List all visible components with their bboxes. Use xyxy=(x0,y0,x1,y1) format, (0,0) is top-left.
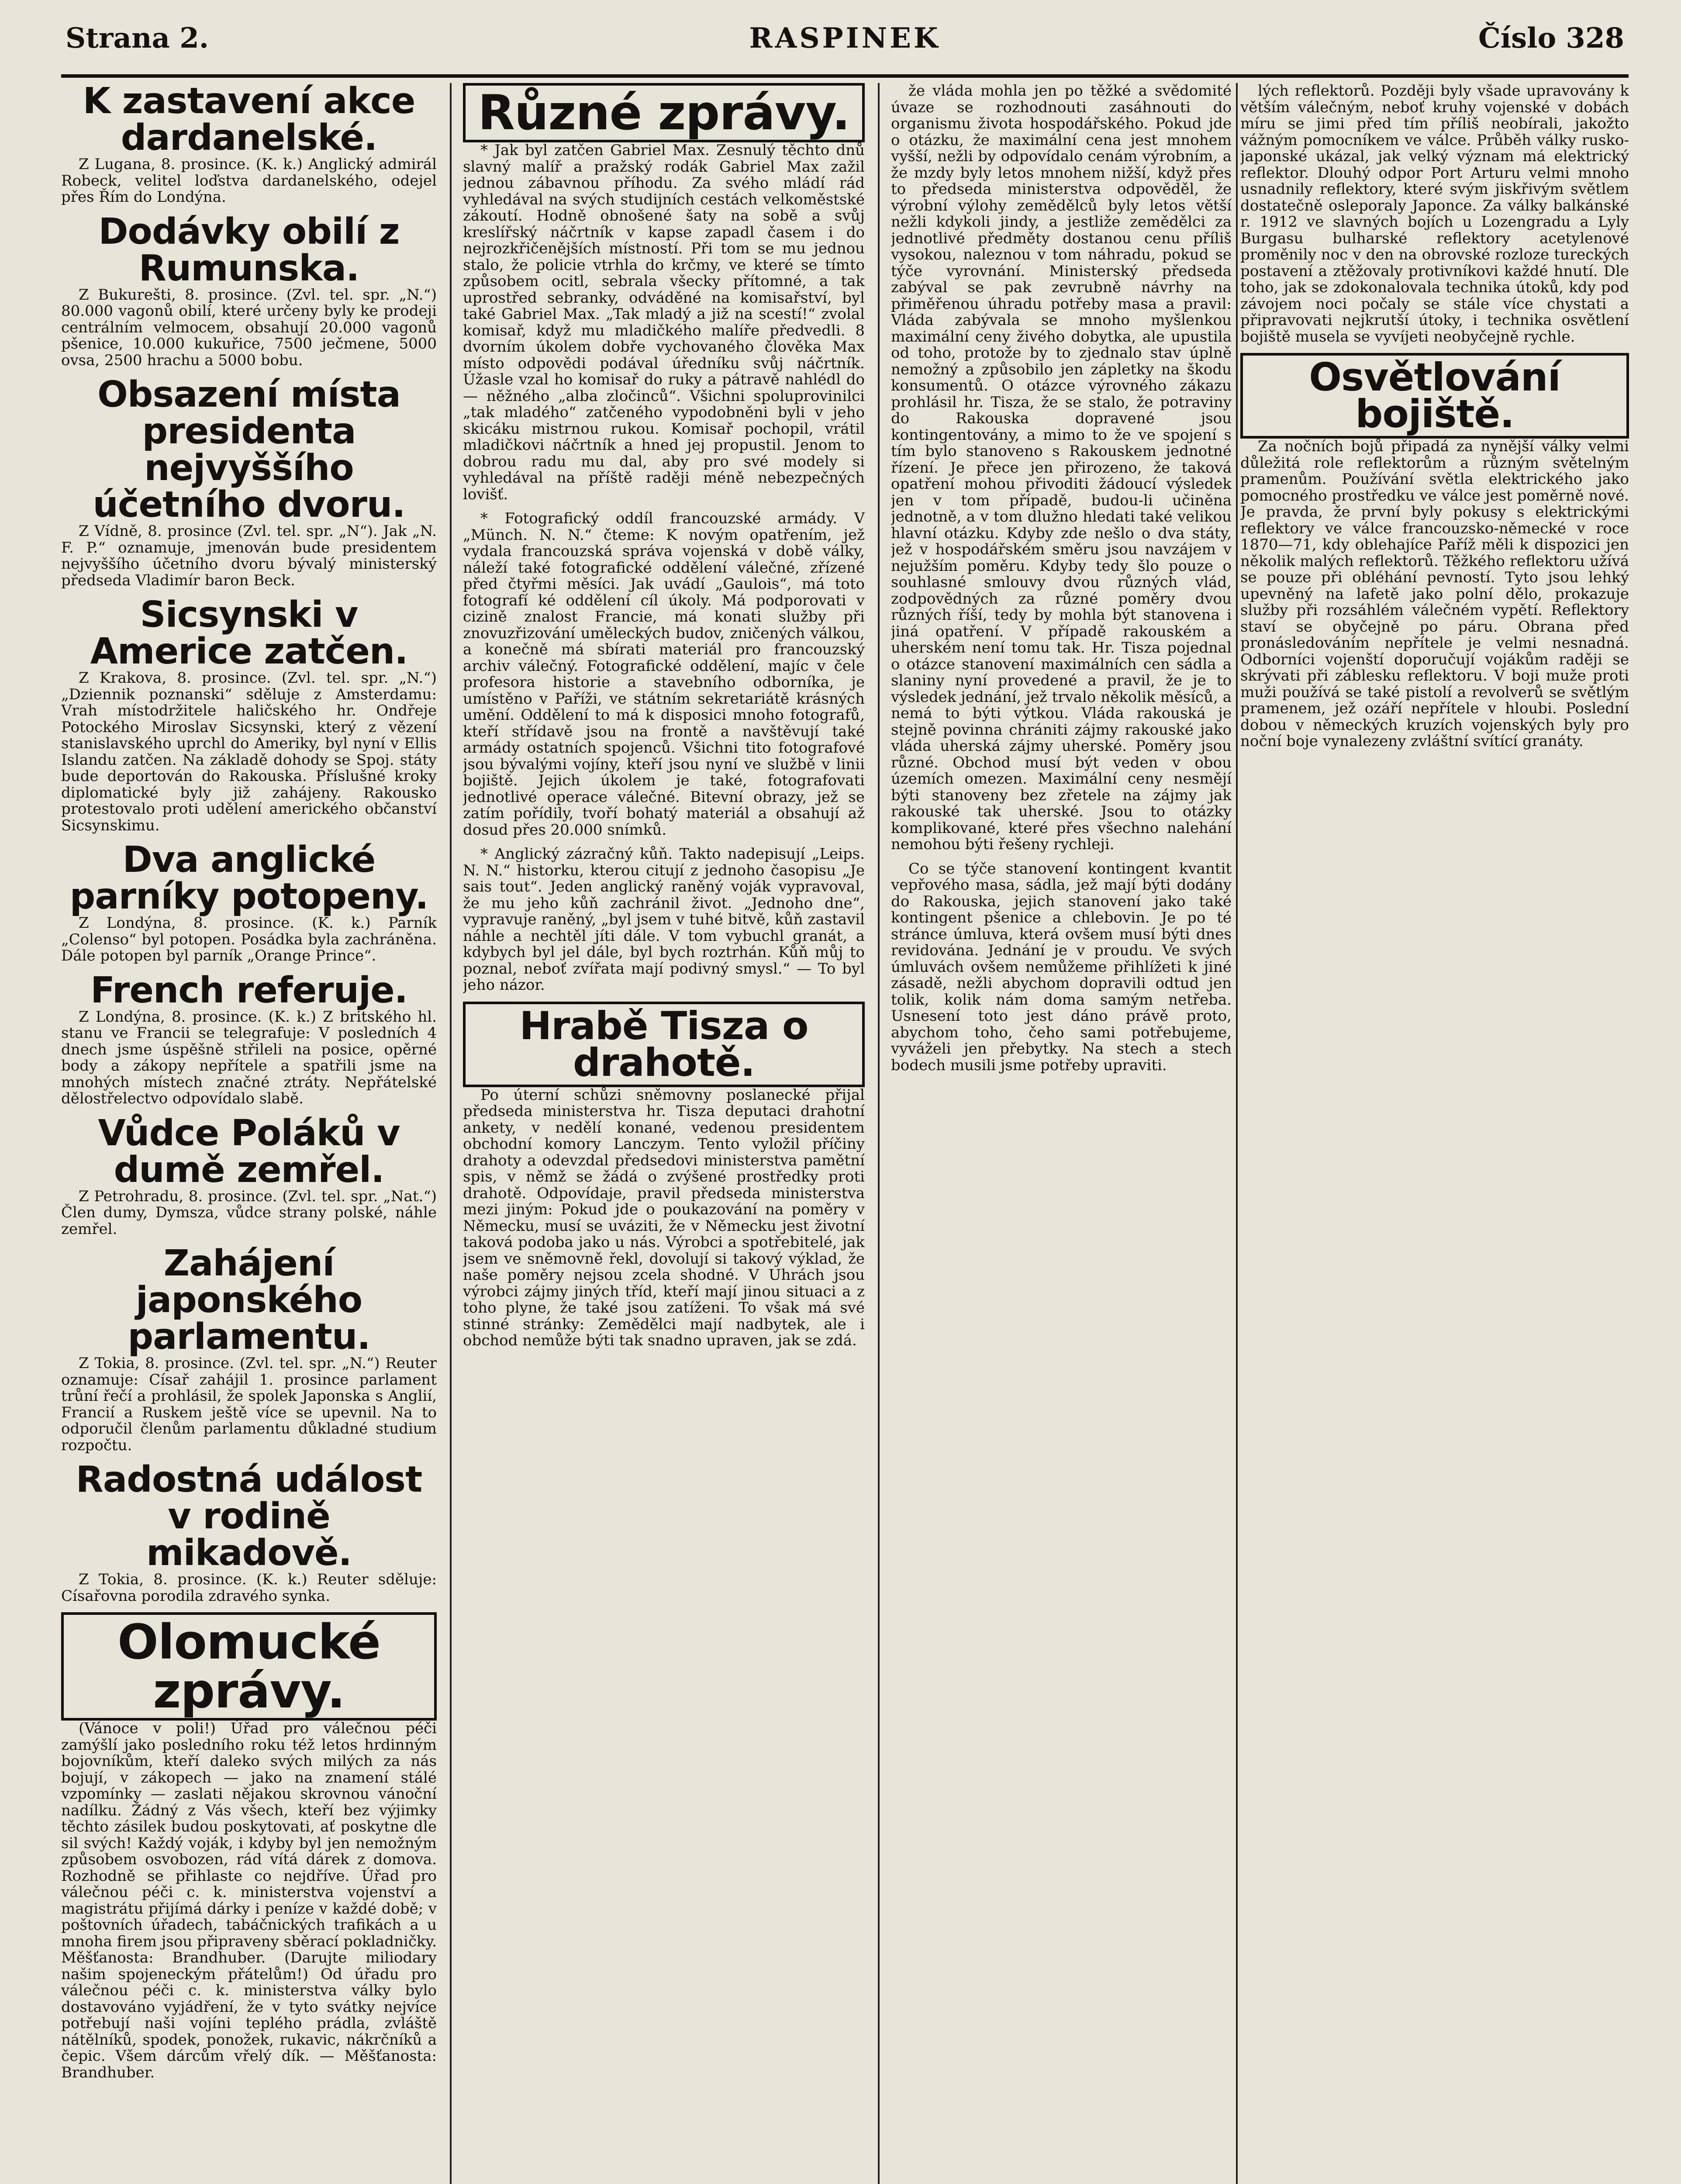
article-headline: French referuje. xyxy=(90,969,407,1011)
article-body: Z Petrohradu, 8. prosince. (Zvl. tel. spr. „Nat.“) Člen dumy, Dymsza, vůdce strany polské, náhle zemřel. xyxy=(61,1187,437,1238)
article-headline: Sicsynski v Americe zatčen. xyxy=(90,594,408,672)
column-rule xyxy=(878,83,880,2184)
article-body: Z Krakova, 8. prosince. (Zvl. tel. spr. „N.“) „Dziennik poznanski“ sděluje z Amsterdamu: Vrah místodržitele haličského hr. Ondřeje Potockého Miroslav Sicsynski, který z vězení stanislavského uprchl do Ameriky, byl nyní v Ellis Islandu zatčen. Na základě dohody se Spoj. státy bude deportován do Rakouska. Příslušné kroky diplomatické byly již zahájeny. Rakousko protestovalo proti udělení amerického občanství Sicsynskimu. xyxy=(61,669,437,834)
article-body: že vláda mohla jen po těžké a svědomité úvaze se rozhodnouti zasáhnouti do organismu života hospodářského. Pokud jde o otázku, že maximální cena jest mnohem vyšší, nežli by odpovídalo cenám výrobním, a že mzdy byly letos mnohem nižší, když přes to předseda ministerstva odpověděl, že výrobní výlohy zemědělců byly letos větší nežli kdykoli jindy, a jestliže zemědělci za jednotlivé předměty dostanou cenu příliš vysokou, naleznou v tom náhradu, pokud se týče vyrovnání. Ministerský předseda zabýval se pak zevrubně návrhy na přiměřenou úhradu potřeby masa a pravil: Vláda zabývala se mnoho myšlenkou maximální ceny živého dobytka, ale upustila od toho, protože by to zjednalo stav úplně nemožný a způsobilo jen zápletky na škodu konsumentů. O otázce výrovného zákazu prohlásil hr. Tisza, že se stalo, že potraviny do Rakouska dopravené jsou kontingentovány, a mimo to že ve spojení s tím bylo stanoveno s Rakouskem jednotné řízení. Je přece jen přirozeno, že taková opatření mohou přivoditi žádoucí výsledek jen v tom případě, budou-li učiněna jednotně, a v tom dlužno hledati také velikou hlavní otázku. Kdyby zde nešlo o dva státy, jež v hospodářském směru jsou navzájem v nejužším poměru. Kdyby tedy šlo pouze o souhlasné smlouvy dvou různých vlád, zodpovědných za různé poměry dvou různých říší, tedy by mohla být stanovena i jiná opatření. V případě rakouském a uherském není tomu tak. Hr. Tisza pojednal o otázce stanovení maximálních cen sádla a slaniny nyní provedené a pravil, že je to výsledek jednání, jež trvalo několik měsíců, a nemá to býti výtkou. Vláda rakouská je stejně povinna chrániti zájmy rakouské jako vláda uherská zájmy uherské. Poměry jsou různé. Obchod musí být veden v obou územích omezen. Maximální ceny nesmějí býti stanoveny bez zřetele na zájmy jak rakouské tak uherské. Jsou to otázky komplikované, které přes všechno nalehání nemohou býti řešeny rychleji. xyxy=(891,83,1232,853)
article-body: Z Lugana, 8. prosince. (K. k.) Anglický admirál Robeck, velitel loďstva dardanelského, odejel přes Řím do Londýna. xyxy=(61,156,437,206)
column-rule xyxy=(1236,83,1238,2184)
article-headline: Hrabě Tisza o drahotě. xyxy=(463,1002,865,1087)
article xyxy=(61,1612,437,2081)
article-headline: Vůdce Poláků v dumě zemřel. xyxy=(98,1112,400,1191)
column-1 xyxy=(61,83,437,2184)
article xyxy=(463,83,865,503)
article-body: Z Tokia, 8. prosince. (Zvl. tel. spr. „N.“) Reuter oznamuje: Císař zahájil 1. prosince parlament trůní řečí a prohlásil, že spolek Japonska s Anglií, Francií a Ruskem ještě více se upevnil. Na to odporučil členům parlamentu důkladné studium rozpočtu. xyxy=(61,1355,437,1454)
column-rule xyxy=(450,83,452,2184)
article-body: Z Londýna, 8. prosince. (K. k.) Parník „Colenso“ byl potopen. Posádka byla zachráněna. Dále potopen byl parník „Orange Prince“. xyxy=(61,914,437,964)
article-headline: K zastavení akce dardanelské. xyxy=(83,83,415,159)
article xyxy=(463,1002,865,1349)
article-body: Za nočních bojů připadá za nynější války velmi důležitá role reflektorům a různým světelným pramenům. Používání světla elektrického jako pomocného prostředku ve válce jest poměrně nové. Je pravda, že první byly pokusy s elektrickými reflektory ve válce francouzsko-německé v roce 1870—71, kdy oblehajíce Paříž měli k dispozici jen několik malých reflektorů. Těžkého reflektoru užívá se pouze při obléhání pevností. Tyto jsou lehký upevněný na lafetě jako polní dělo, prokazuje služby při rozsáhlém válečném vypětí. Reflektory staví se obyčejně po páru. Obrana před pronásledováním nepřítele je velmi nesnadná. Odborníci vojenští doporučují vojákům raději se skrývati při záblesku reflektoru. V boji muže proti muži používá se také pistolí a revolverů se světlým pramenem, jež ozáří nepřítele v hloubi. Poslední dobou v německých kruzích vojenských byly pro noční boje vynalezeny zvláštní svítící granáty. xyxy=(1240,438,1629,750)
article xyxy=(61,594,437,834)
article-headline: Obsazení místa presidenta nejvyššího účetního dvoru. xyxy=(93,374,405,525)
article-body: * Jak byl zatčen Gabriel Max. Zesnulý těchto dnů slavný malíř a pražský rodák Gabriel Max zažil jednou zábavnou příhodu. Za svého mládí rád vyhledával na svých studijních cestách velkoměstské zákoutí. Hodně obnošené šaty na sobě a svůj kreslířský náčrtník v kapse zapadl časem i do nejrozkřičenějších místností. Při tom se mu jednou stalo, že policie vtrhla do krčmy, ve které se tímto způsobem ocitl, sebrala všecky přítomné, a tak uprostřed sebranky, odváděné na komisařství, byl také Gabriel Max. „Tak mladý a již na scestí!“ zvolal komisař, když mu mladičkého malíře předvedli. 8 dvorním úkolem dobře vychovaného člověka Max místo odpovědi podával úředníku svůj náčrtník. Úžasle vzal ho komisař do ruky a pátravě nahlédl do — něžného „alba zločinců“. Všichni spoluprovinilci „tak mladého“ zatčeného vypodobněni byli v jeho skicáku mistrnou rukou. Komisař pochopil, vrátil mladičkovi náčrtník a hned jej propustil. Jenom to dobrou radu mu dal, aby pro své modely si vyhledával na příště raději méně nebezpečných lovišť. xyxy=(463,142,865,503)
masthead: RASPINEK xyxy=(749,22,941,55)
article xyxy=(61,211,437,369)
running-header xyxy=(61,9,1629,78)
issue-number: Číslo 328 xyxy=(1478,22,1624,55)
article-body: Z Londýna, 8. prosince. (K. k.) Z britského hl. stanu ve Francii se telegrafuje: V posledních 4 dnech jsme úspěšně střileli na posice, opěrné body a zákopy nepřítele a spatřili jsme na mnohých místech značné ztráty. Nepřátelské dělostřelectvo odpovídalo slabě. xyxy=(61,1008,437,1107)
article xyxy=(61,1459,437,1605)
article-body: * Fotografický oddíl francouzské armády. V „Münch. N. N.“ čteme: K novým opatřením, jež vydala francouzská správa vojenská v době války, náleží také fotografické oddělení válečné, zřízené před čtyřmi měsíci. Jak uvádí „Gaulois“, má toto fotografí ké oddělení cíl úkoly. Má podporovati v cizině znalost Francie, má konati služby při znovuzřizování uměleckých budov, zničených válkou, a konečně má sbírati materiál pro francouzský archiv válečný. Fotografické oddělení, majíc v čele profesora historie a stavebního odborníka, je umístěno v Paříži, ve státním sekretariátě krásných umění. Oddělení to má k disposici mnoho fotografů, kteří střídavě jsou na frontě a navštěvují také armády ostatních spojenců. Všichni tito fotografové jsou bývalými vojíny, kteří jsou nyní ve službě v linii bojiště. Jejich úkolem je také, fotografovati jednotlivé operace válečné. Bitevní obrazy, jež se zatím pořídily, tvoří bohatý materiál a obsahují až dosud přes 20.000 snímků. xyxy=(463,510,865,839)
article xyxy=(1240,353,1629,750)
column-2 xyxy=(463,83,865,2184)
article-body: lých reflektorů. Později byly všade upravovány k větším válečným, neboť kruhy vojenské v dobách míru se jimi před tím příliš neobírali, jakožto vážným pomocníkem ve válce. Průběh války rusko-japonské ukázal, jak velký význam má elektrický reflektor. Dlouhý odpor Port Arturu velmi mnoho usnadnily reflektory, které svým jiskřivým světlem dostatečně osleporaly Japonce. Za války balkánské r. 1912 ve slavných bojích u Lozengradu a Lyly Burgasu bulharské reflektory acetylenové proměnily noc v den na obrovské rozloze tureckých postavení a ztěžovaly protivníkovi každé hnutí. Dle toho, jak se zdokonalovala technika útoků, kdy pod závojem noci počaly se stále více chystati a připravovati nejkrutší útoky, i technika osvětlení bojiště musela se vyvíjeti neobyčejně rychle. xyxy=(1240,83,1629,346)
article xyxy=(61,839,437,964)
article-headline: Dodávky obilí z Rumunska. xyxy=(98,211,400,289)
article xyxy=(463,846,865,994)
article-body: Z Bukurešti, 8. prosince. (Zvl. tel. spr. „N.“) 80.000 vagonů obilí, které určeny byly ke prodeji centrálním velmocem, obsahují 20.000 vagonů pšenice, 10.000 kukuřice, 7500 ječmene, 5000 ovsa, 2500 hrachu a 5000 bobu. xyxy=(61,286,437,369)
page-number: Strana 2. xyxy=(66,22,209,55)
article xyxy=(61,1245,437,1454)
article-headline: Radostná událost v rodině mikadově. xyxy=(76,1459,422,1574)
article xyxy=(463,511,865,838)
column-3 xyxy=(891,83,1232,2184)
section-headline: Olomucké zprávy. xyxy=(61,1612,437,1721)
article xyxy=(61,969,437,1107)
article xyxy=(61,83,437,206)
article xyxy=(1240,83,1629,345)
article-body: Po úterní schůzi sněmovny poslanecké přijal předseda ministerstva hr. Tisza deputaci drahotní ankety, v nedělí konané, vedenou presidentem obchodní komory Lanczym. Tento vyložil příčiny drahoty a odevzdal předsedovi ministerstva pamětní spis, v němž se žádá o zvýšené prostředky proti drahotě. Odpovídaje, pravil předseda ministerstva mezi jiným: Pokud jde o poukazování na poměry v Německu, musí se uváziti, že v Německu jest životní taková podoba jako u nás. Výrobci a spotřebitelé, jak jsem ve sněmovně řekl, dovolují si takový výklad, že naše poměry nejsou zcela shodné. V Uhrách jsou výrobci zájmy jiných tříd, kteří mají jinou situaci a z toho plyne, že také jsou zatíženi. To však má své stinné stránky: Zemědělci mají nadbytek, ale i obchod nemůže býti tak snadno upraven, jak se zdá. xyxy=(463,1086,865,1349)
article-body: * Anglický zázračný kůň. Takto nadepisují „Leips. N. N.“ historku, kterou citují z jednoho časopisu „Je sais tout“. Jeden anglický raněný voják vypravoval, že mu jeho kůň zachránil život. „Jednoho dne“, vypravuje raněný, „byl jsem v tuhé bitvě, kůň zastavil náhle a nechtěl jíti dále. V tom vybuchl granát, a kdybych byl jel dále, byl bych roztrhán. Kůň můj to poznal, neboť zvířata mají podivný smysl.“ — To byl jeho názor. xyxy=(463,845,865,994)
article xyxy=(891,861,1232,1074)
article-body: Z Tokia, 8. prosince. (K. k.) Reuter sděluje: Císařovna porodila zdravého synka. xyxy=(61,1571,437,1605)
article-headline: Zahájení japonského parlamentu. xyxy=(128,1243,370,1358)
column-4 xyxy=(1240,83,1629,2184)
article xyxy=(61,1112,437,1238)
article-headline: Dva anglické parníky potopeny. xyxy=(69,839,428,917)
article-body: (Vánoce v poli!) Úřad pro válečnou péči zamýšlí jako posledního roku též letos hrdinným bojovníkům, kteří daleko svých milých za nás bojují, v zákopech — jako na znamení stálé vzpomínky — zaslati nějakou skrovnou vánoční nadílku. Žádný z Vás všech, kteří bez výjimky těchto zásilek budou poskytovati, ať poskytne dle sil svých! Každý voják, i kdyby byl jen nemožným způsobem osvobozen, rád vítá dárek z domova. Rozhodně se přihlaste co nejdříve. Úřad pro válečnou péči c. k. ministerstva vojenství a magistrátu přijímá dárky i peníze v každé době; v poštovních úřadech, tabáčnických trafikách a u mnoha firem jsou připraveny sběrací pokladničky. Měšťanosta: Brandhuber. (Darujte miliodary našim spojeneckým přátelům!) Od úřadu pro válečnou péči c. k. ministerstva války bylo dostavováno vyjádření, že v tyto svátky nejvíce potřebují naši vojíni teplého prádla, zvláště nátělníků, spodek, ponožek, rukavic, nákrčníků a čepic. Všem dárcům vřelý dík. — Měšťanosta: Brandhuber. xyxy=(61,1720,437,2081)
article-body: Co se týče stanovení kontingent kvantit vepřového masa, sádla, jež mají býti dodány do Rakouska, jejich stanovení jako také kontingent pšenice a chlebovin. Je po té stránce úmluva, která ovšem musí býti dnes revidována. Jednání je v proudu. Ve svých úmluvách ovšem nemůžeme přihlížeti k jiné zásadě, nežli abychom dopravili odtud jen tolik, kolik nám doma samým netřeba. Usnesení toto jest dáno právě proto, abychom toho, čeho sami potřebujeme, vyváželi jen přebytky. Na stech a stech bodech musili jsme potřeby upraviti. xyxy=(891,860,1232,1074)
article xyxy=(891,83,1232,853)
article xyxy=(61,374,437,589)
section-headline: Různé zprávy. xyxy=(463,83,865,142)
article-headline: Osvětlování bojiště. xyxy=(1240,353,1629,439)
article-body: Z Vídně, 8. prosince (Zvl. tel. spr. „N“). Jak „N. F. P.“ oznamuje, jmenován bude presidentem nejvyššího účetního dvoru bývalý ministerský předseda Vladimír baron Beck. xyxy=(61,522,437,589)
